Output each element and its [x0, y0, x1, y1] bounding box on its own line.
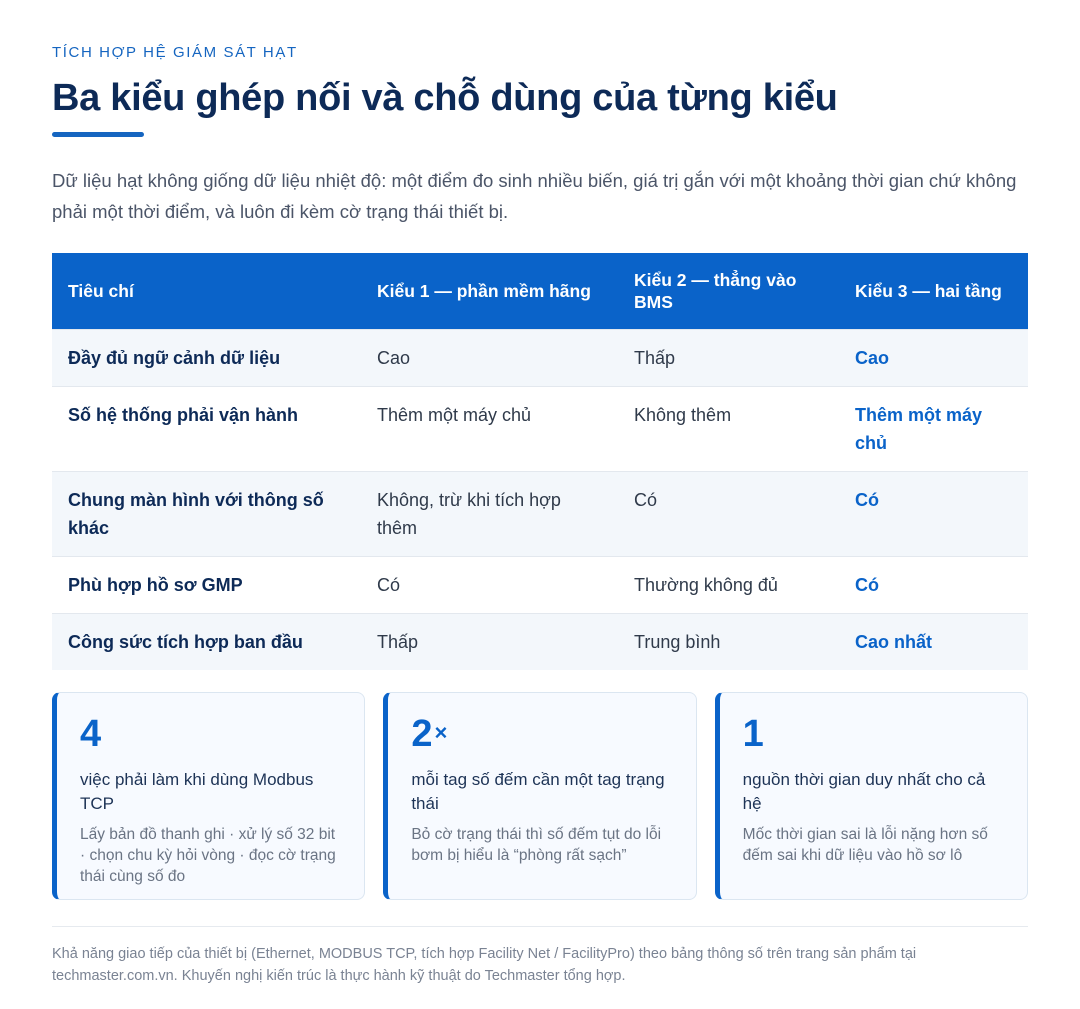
type-1-cell: Thêm một máy chủ [361, 386, 618, 471]
stat-description: Mốc thời gian sai là lỗi nặng hơn số đếm sai khi dữ liệu vào hồ sơ lô [742, 825, 988, 864]
footnote: Khả năng giao tiếp của thiết bị (Ethernet, MODBUS TCP, tích hợp Facility Net / FacilityPro) theo bảng thông số trên trang sản phẩm tại techmaster.com.vn. Khuyến nghị kiến trúc là thực hành kỹ thuật do Techmaster tổng hợp. [52, 945, 917, 984]
column-header-type-1: Kiểu 1 — phần mềm hãng [361, 253, 618, 329]
type-1-cell: Có [361, 556, 618, 613]
stat-description: Bỏ cờ trạng thái thì số đếm tụt do lỗi bơm bị hiểu là “phòng rất sạch” [411, 825, 662, 864]
type-1-cell: Không, trừ khi tích hợp thêm [361, 471, 618, 556]
criteria-cell: Chung màn hình với thông số khác [52, 471, 361, 556]
title-underline [52, 132, 144, 137]
type-3-cell: Thêm một máy chủ [839, 386, 1028, 471]
type-3-cell: Có [839, 556, 1028, 613]
criteria-cell: Công sức tích hợp ban đầu [52, 613, 361, 670]
type-2-cell: Không thêm [618, 386, 839, 471]
criteria-cell: Số hệ thống phải vận hành [52, 386, 361, 471]
stat-number-suffix: × [434, 719, 448, 745]
stat-number [80, 711, 344, 756]
criteria-cell: Phù hợp hồ sơ GMP [52, 556, 361, 613]
stat-heading: nguồn thời gian duy nhất cho cả hệ [742, 769, 986, 813]
type-3-cell: Cao [839, 329, 1028, 386]
page-title: Ba kiểu ghép nối và chỗ dùng của từng kiểu [52, 77, 838, 119]
type-2-cell: Thường không đủ [618, 556, 839, 613]
table-row [52, 556, 1028, 613]
intro-paragraph: Dữ liệu hạt không giống dữ liệu nhiệt độ: một điểm đo sinh nhiều biến, giá trị gắn với một khoảng thời gian chứ không phải một thời điểm, và luôn đi kèm cờ trạng thái thiết bị. [52, 170, 1017, 222]
table-row [52, 471, 1028, 556]
stat-description: Lấy bản đồ thanh ghi · xử lý số 32 bit · chọn chu kỳ hỏi vòng · đọc cờ trạng thái cùng số đo [80, 825, 336, 885]
stat-number [743, 711, 1007, 756]
stat-number-value: 4 [80, 712, 102, 755]
footer-divider [52, 926, 1028, 927]
type-1-cell: Cao [361, 329, 618, 386]
stat-heading: mỗi tag số đếm cần một tag trạng thái [411, 769, 665, 813]
type-2-cell: Trung bình [618, 613, 839, 670]
stat-number-value: 2 [411, 712, 433, 755]
column-header-type-2: Kiểu 2 — thẳng vào BMS [618, 253, 839, 329]
eyebrow-label: TÍCH HỢP HỆ GIÁM SÁT HẠT [52, 44, 298, 61]
stat-heading: việc phải làm khi dùng Modbus TCP [80, 769, 314, 813]
stat-card [383, 692, 696, 900]
table-row [52, 329, 1028, 386]
type-3-cell: Cao nhất [839, 613, 1028, 670]
type-2-cell: Có [618, 471, 839, 556]
type-2-cell: Thấp [618, 329, 839, 386]
table-row [52, 613, 1028, 670]
stat-card [52, 692, 365, 900]
stat-number [411, 711, 675, 756]
criteria-cell: Đầy đủ ngữ cảnh dữ liệu [52, 329, 361, 386]
stat-number-value: 1 [742, 712, 764, 755]
type-3-cell: Có [839, 471, 1028, 556]
comparison-table [52, 253, 1028, 670]
page-content [52, 44, 1028, 987]
table-header-row [52, 253, 1028, 329]
type-1-cell: Thấp [361, 613, 618, 670]
stat-cards [52, 692, 1028, 900]
table-row [52, 386, 1028, 471]
column-header-criteria: Tiêu chí [52, 253, 361, 329]
column-header-type-3: Kiểu 3 — hai tầng [839, 253, 1028, 329]
stat-card [715, 692, 1028, 900]
